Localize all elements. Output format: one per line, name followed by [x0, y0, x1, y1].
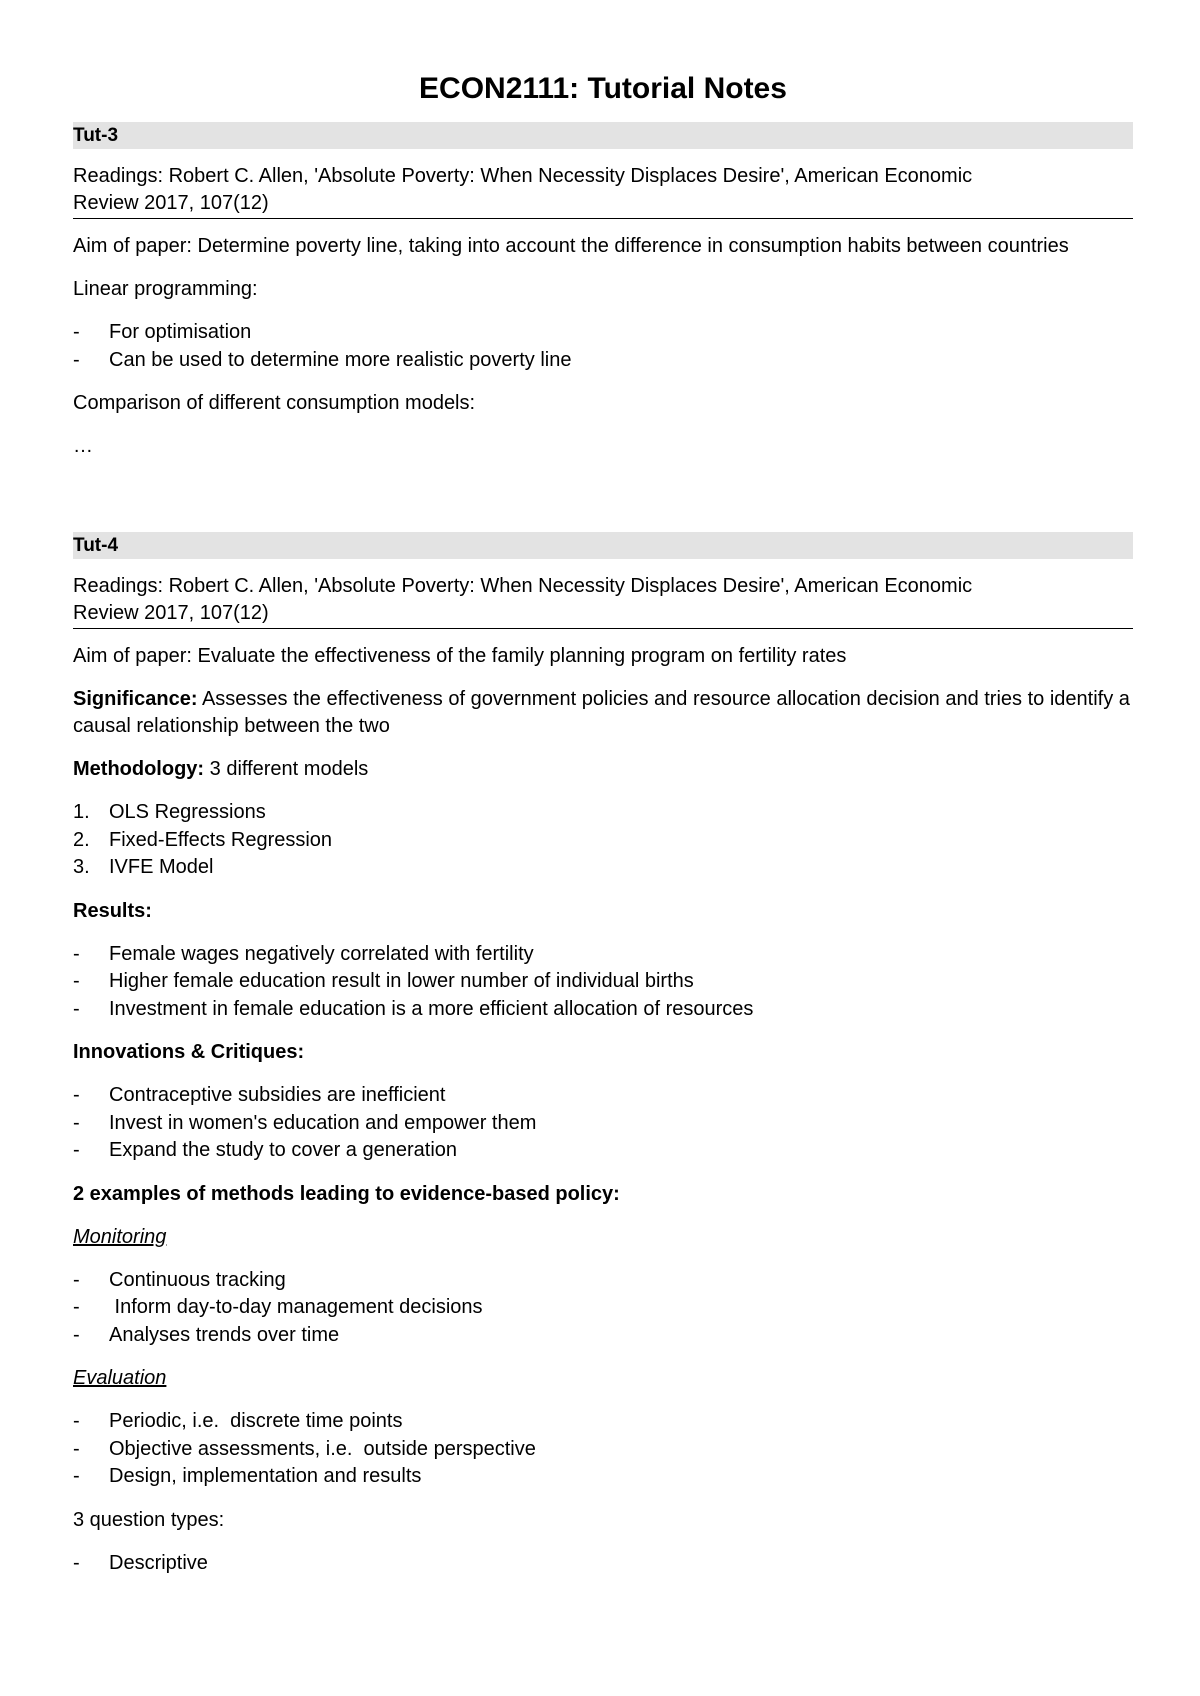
- dash-marker: -: [73, 348, 80, 371]
- comparison-label: Comparison of different consumption models:: [73, 392, 476, 414]
- number-marker: 2.: [73, 828, 90, 851]
- dash-marker: -: [73, 321, 80, 343]
- significance-label: Significance:: [73, 688, 198, 710]
- list-item: 3. IVFE Model: [73, 854, 1133, 882]
- list-item: - Continuous tracking: [73, 1268, 286, 1291]
- question-types-label: 3 question types:: [73, 1508, 225, 1531]
- list-item: 2. Fixed-Effects Regression: [73, 827, 1133, 855]
- list-item: - Expand the study to cover a generation: [73, 1139, 458, 1161]
- list-item: - Invest in women's education and empower them: [73, 1111, 537, 1134]
- innovations-list: [73, 1082, 1133, 1165]
- readings-line: Readings: Robert C. Allen, 'Absolute Poverty: When Necessity Displaces Desire', American Economic: [73, 575, 973, 597]
- list-item: - Investment in female education is a more efficient allocation of resources: [73, 997, 754, 1020]
- lp-list: [73, 319, 1133, 374]
- list-item: - Objective assessments, i.e. outside perspective: [73, 1437, 536, 1460]
- aim-paragraph: Aim of paper: Evaluate the effectiveness of the family planning program on fertility rates: [73, 645, 847, 667]
- readings-tut3: [73, 163, 1133, 219]
- question-types-list: [73, 1550, 1133, 1578]
- monitoring-label: Monitoring: [73, 1225, 167, 1248]
- methodology-label: Methodology:: [73, 758, 205, 780]
- results-list: [73, 941, 1133, 1024]
- list-item: - For optimisation: [73, 319, 1133, 347]
- aim-paragraph: Aim of paper: Determine poverty line, taking into account the difference in consumption habits between countries: [73, 235, 1069, 257]
- innovations-label: Innovations & Critiques:: [73, 1041, 305, 1063]
- significance-paragraph: Significance: Assesses the effectiveness of government policies and resource allocation decision and tries to identify a causal relationship between the two: [73, 688, 1130, 737]
- list-item: - Periodic, i.e. discrete time points: [73, 1410, 403, 1432]
- list-item: - Contraceptive subsidies are inefficient: [73, 1084, 446, 1106]
- number-marker: 1.: [73, 801, 90, 823]
- results-label: Results:: [73, 899, 152, 922]
- section-heading-tut4: Tut-4: [73, 532, 1133, 559]
- document-page: [73, 70, 1133, 1593]
- readings-line: Readings: Robert C. Allen, 'Absolute Poverty: When Necessity Displaces Desire', American Economic: [73, 165, 973, 187]
- list-item: - Can be used to determine more realistic poverty line: [73, 347, 1133, 375]
- number-marker: 3.: [73, 856, 90, 878]
- lp-label: Linear programming:: [73, 278, 258, 300]
- readings-line: Review 2017, 107(12): [73, 192, 269, 214]
- readings-line: Review 2017, 107(12): [73, 602, 269, 624]
- list-item: - Analyses trends over time: [73, 1323, 340, 1346]
- methodology-paragraph: Methodology: 3 different models: [73, 758, 369, 780]
- list-item: - Female wages negatively correlated with fertility: [73, 942, 534, 965]
- list-item: - Design, implementation and results: [73, 1465, 422, 1487]
- list-item: - Higher female education result in lower number of individual births: [73, 970, 694, 992]
- models-list: [73, 799, 1133, 882]
- evaluation-list: [73, 1408, 1133, 1491]
- section-heading-tut3: Tut-3: [73, 122, 1133, 149]
- list-item: - Inform day-to-day management decisions: [73, 1296, 483, 1318]
- monitoring-list: [73, 1267, 1133, 1350]
- readings-tut4: [73, 573, 1133, 629]
- evaluation-label: Evaluation: [73, 1367, 167, 1389]
- ellipsis: …: [73, 435, 93, 457]
- list-item: 1. OLS Regressions: [73, 799, 1133, 827]
- examples-label: 2 examples of methods leading to evidence-based policy:: [73, 1182, 620, 1205]
- list-item: - Descriptive: [73, 1551, 208, 1574]
- document-title: ECON2111: Tutorial Notes: [419, 72, 787, 105]
